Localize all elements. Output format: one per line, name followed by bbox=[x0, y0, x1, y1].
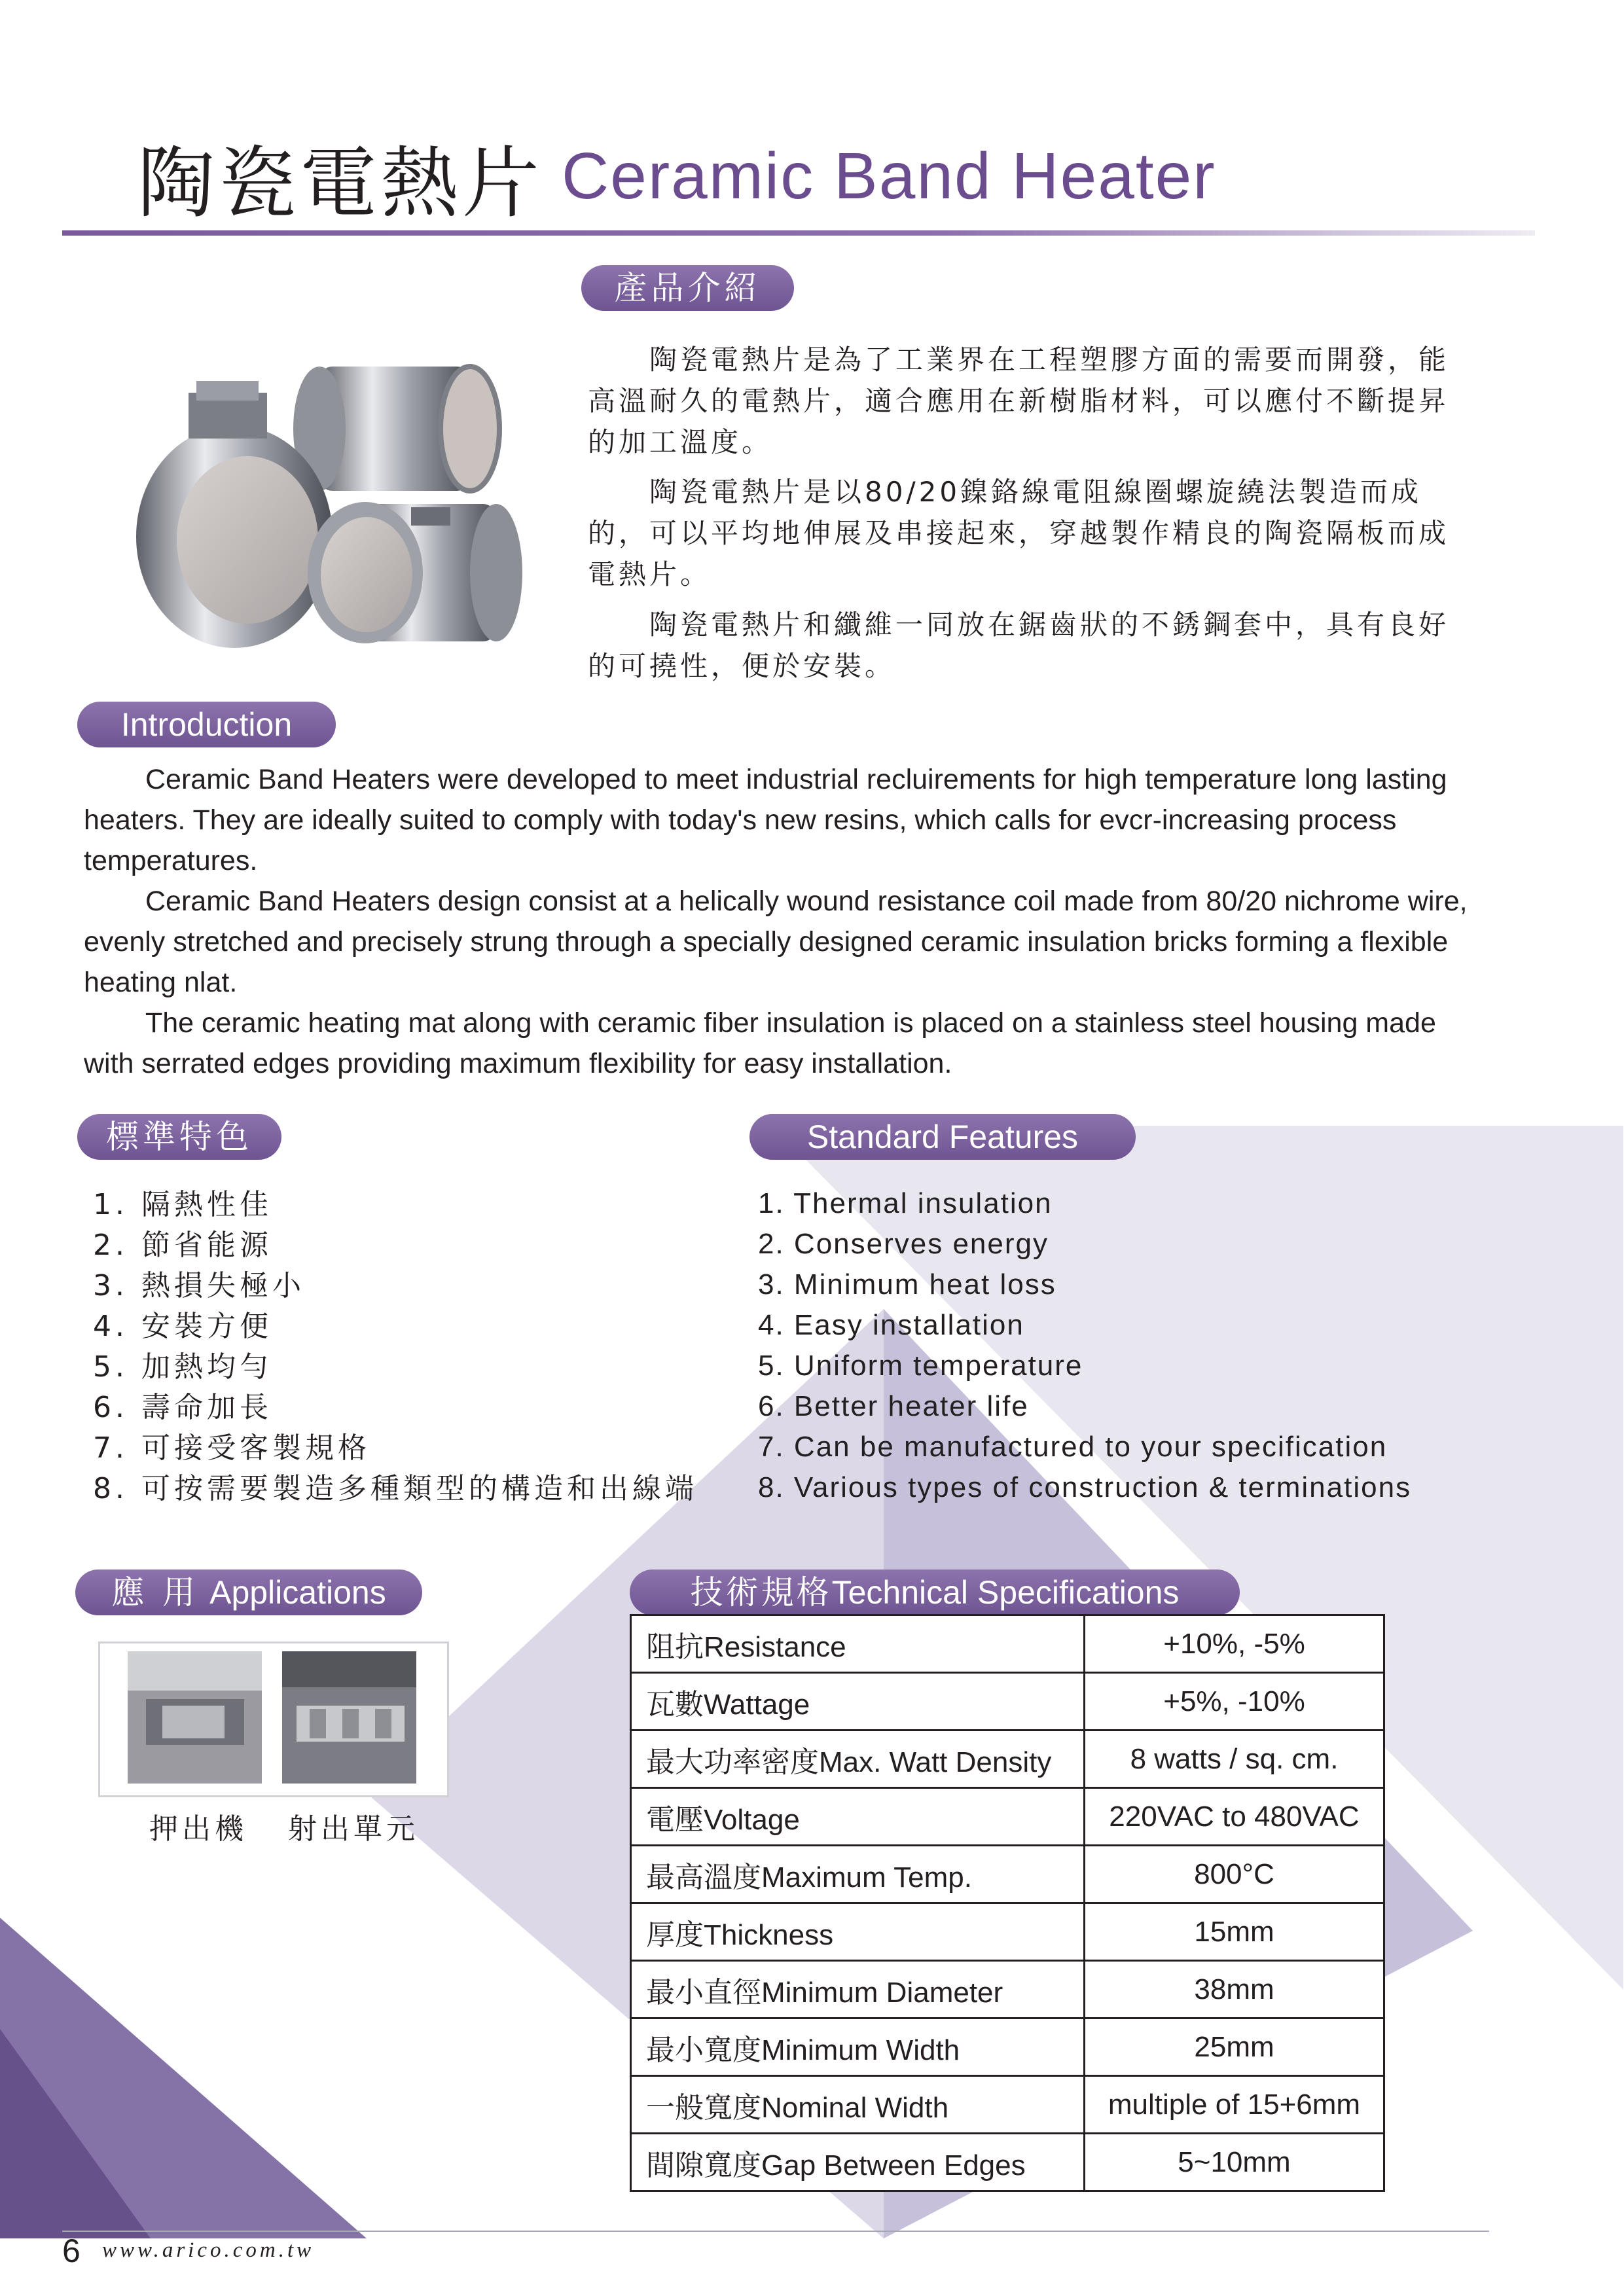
features-zh-list bbox=[93, 1185, 698, 1509]
introduction-paragraph-1: Ceramic Band Heaters were developed to meet industrial recluirements for high temperature long lasting heaters. They are ideally suited to comply with today's new resins, which calls for evcr-increasing process temperatures. bbox=[84, 764, 1447, 876]
spec-value: multiple of 15+6mm bbox=[1085, 2076, 1384, 2134]
spec-value: 15mm bbox=[1085, 1903, 1384, 1961]
footer-website: www.arico.com.tw bbox=[102, 2238, 315, 2262]
table-row bbox=[631, 1615, 1384, 1673]
feature-en-item: 3. Minimum heat loss bbox=[758, 1268, 1056, 1300]
spec-value: 25mm bbox=[1085, 2018, 1384, 2076]
specs-table bbox=[630, 1614, 1385, 2192]
feature-zh-item: 2. 節省能源 bbox=[93, 1229, 272, 1262]
spec-value: +10%, -5% bbox=[1085, 1615, 1384, 1673]
feature-en-item: 1. Thermal insulation bbox=[758, 1187, 1053, 1219]
introduction-paragraph-2: Ceramic Band Heaters design consist at a helically wound resistance coil made from 80/20 nichrome wire, evenly stretched and precisely strung through a specially designed ceramic insulation bricks forming a flexible heating nlat. bbox=[84, 886, 1468, 998]
application-caption-extruder: 押出機 bbox=[149, 1812, 247, 1846]
feature-zh-item: 4. 安裝方便 bbox=[93, 1310, 272, 1343]
feature-en-item: 7. Can be manufactured to your specification bbox=[758, 1431, 1388, 1463]
specs-heading bbox=[630, 1570, 1240, 1615]
introduction-paragraph-3: The ceramic heating mat along with ceramic fiber insulation is placed on a stainless steel housing made with serrated edges providing maximum flexibility for easy installation. bbox=[84, 1007, 1436, 1079]
spec-label: 最高溫度Maximum Temp. bbox=[631, 1846, 1085, 1903]
applications-heading bbox=[75, 1570, 422, 1615]
title-underline bbox=[62, 230, 1535, 236]
spec-label: 一般寬度Nominal Width bbox=[631, 2076, 1085, 2134]
spec-label: 最小直徑Minimum Diameter bbox=[631, 1961, 1085, 2018]
features-en-heading: Standard Features bbox=[749, 1114, 1136, 1160]
table-row bbox=[631, 1673, 1384, 1731]
feature-zh-item: 5. 加熱均勻 bbox=[93, 1350, 272, 1384]
table-row bbox=[631, 2018, 1384, 2076]
applications-photos bbox=[100, 1643, 447, 1795]
feature-en-item: 4. Easy installation bbox=[758, 1309, 1024, 1341]
feature-zh-item: 7. 可接受客製規格 bbox=[93, 1431, 370, 1465]
application-caption-injection-unit: 射出單元 bbox=[288, 1812, 419, 1846]
feature-en-item: 6. Better heater life bbox=[758, 1390, 1029, 1422]
table-row bbox=[631, 1788, 1384, 1846]
footer-rule bbox=[62, 2231, 1489, 2232]
feature-zh-item: 8. 可按需要製造多種類型的構造和出線端 bbox=[93, 1472, 698, 1505]
applications-heading-zh: 應 用 bbox=[111, 1573, 200, 1611]
applications-heading-en: Applications bbox=[209, 1574, 386, 1611]
ceramic-band-heater-photo bbox=[130, 340, 535, 681]
page-title-zh: 陶瓷電熱片 bbox=[137, 138, 544, 228]
table-row bbox=[631, 1846, 1384, 1903]
specs-heading-zh: 技術規格 bbox=[690, 1573, 832, 1611]
feature-en-item: 5. Uniform temperature bbox=[758, 1350, 1083, 1382]
page-title-en: Ceramic Band Heater bbox=[562, 139, 1216, 213]
spec-value: 8 watts / sq. cm. bbox=[1085, 1731, 1384, 1788]
spec-label: 阻抗Resistance bbox=[631, 1615, 1085, 1673]
spec-value: 38mm bbox=[1085, 1961, 1384, 2018]
spec-value: 220VAC to 480VAC bbox=[1085, 1788, 1384, 1846]
features-en-list bbox=[758, 1183, 1411, 1508]
table-row bbox=[631, 1903, 1384, 1961]
features-zh-heading: 標準特色 bbox=[77, 1114, 281, 1160]
product-intro-paragraph-3: 陶瓷電熱片和纖維一同放在鋸齒狀的不銹鋼套中，具有良好的可撓性，便於安裝。 bbox=[588, 609, 1450, 682]
spec-label: 最大功率密度Max. Watt Density bbox=[631, 1731, 1085, 1788]
specs-heading-en: Technical Specifications bbox=[831, 1574, 1180, 1611]
spec-label: 電壓Voltage bbox=[631, 1788, 1085, 1846]
spec-label: 厚度Thickness bbox=[631, 1903, 1085, 1961]
spec-label: 間隙寬度Gap Between Edges bbox=[631, 2134, 1085, 2191]
spec-label: 最小寬度Minimum Width bbox=[631, 2018, 1085, 2076]
feature-zh-item: 6. 壽命加長 bbox=[93, 1391, 272, 1424]
introduction-heading: Introduction bbox=[77, 702, 336, 747]
feature-en-item: 8. Various types of construction & terminations bbox=[758, 1471, 1412, 1503]
applications-photo-frame bbox=[98, 1641, 449, 1797]
page-number: 6 bbox=[62, 2233, 81, 2269]
table-row bbox=[631, 2134, 1384, 2191]
feature-zh-item: 3. 熱損失極小 bbox=[93, 1269, 305, 1302]
spec-value: +5%, -10% bbox=[1085, 1673, 1384, 1731]
product-intro-paragraph-2: 陶瓷電熱片是以80/20鎳鉻線電阻線圈螺旋繞法製造而成的，可以平均地伸展及串接起來，穿越製作精良的陶瓷隔板而成電熱片。 bbox=[588, 476, 1450, 590]
spec-value: 800°C bbox=[1085, 1846, 1384, 1903]
spec-value: 5~10mm bbox=[1085, 2134, 1384, 2191]
feature-en-item: 2. Conserves energy bbox=[758, 1228, 1049, 1260]
feature-zh-item: 1. 隔熱性佳 bbox=[93, 1188, 272, 1221]
table-row bbox=[631, 1961, 1384, 2018]
product-intro-paragraph-1: 陶瓷電熱片是為了工業界在工程塑膠方面的需要而開發，能高溫耐久的電熱片，適合應用在新樹脂材料，可以應付不斷提昇的加工溫度。 bbox=[588, 344, 1450, 458]
table-row bbox=[631, 1731, 1384, 1788]
spec-label: 瓦數Wattage bbox=[631, 1673, 1085, 1731]
product-intro-heading: 產品介紹 bbox=[581, 265, 794, 311]
table-row bbox=[631, 2076, 1384, 2134]
